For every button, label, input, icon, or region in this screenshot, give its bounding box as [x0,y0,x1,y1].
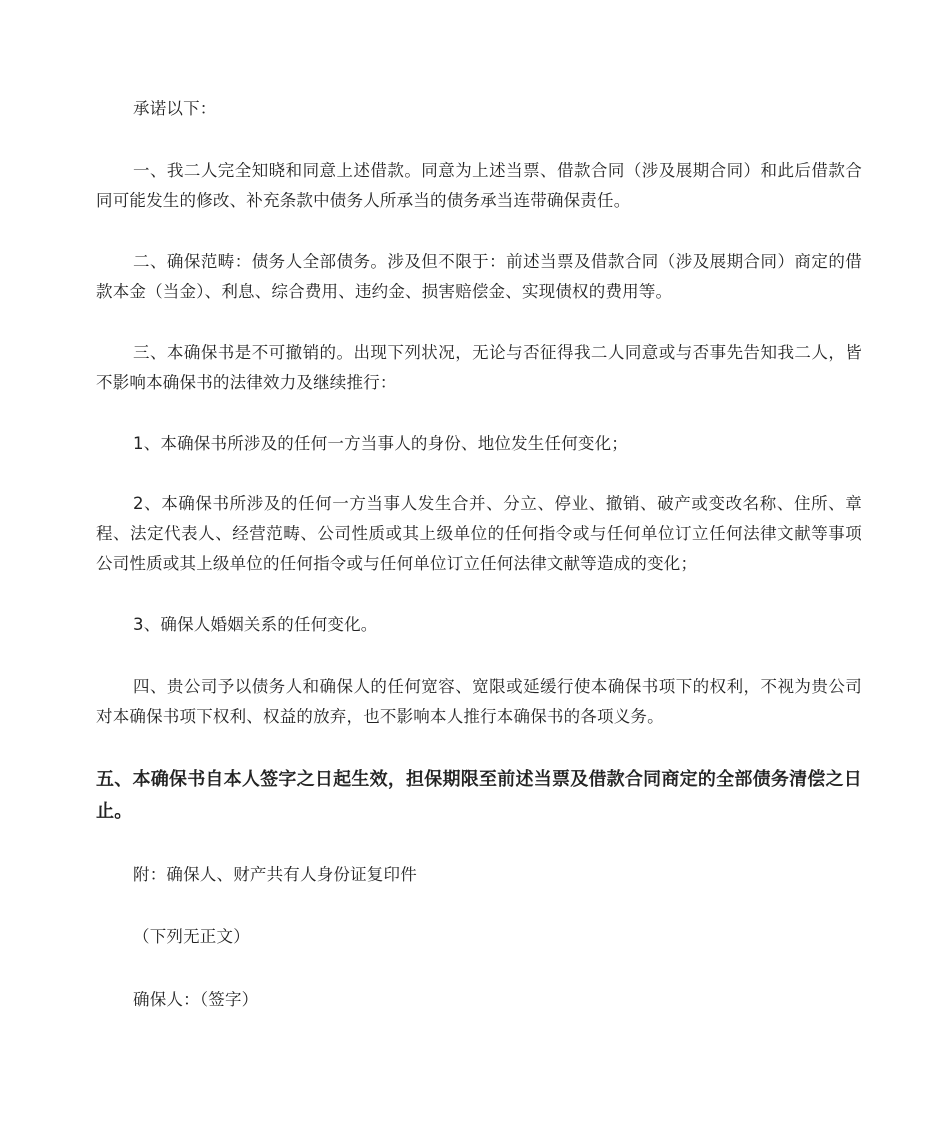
paragraph-item-1: 1、本确保书所涉及的任何一方当事人的身份、地位发生任何变化； [133,434,628,453]
paragraph-clause-4: 四、贵公司予以债务人和确保人的任何宽容、宽限或延缓行使本确保书项下的权利，不视为贵公司对本确保书项下权利、权益的放弃，也不影响本人推行本确保书的各项义务。 [96,677,862,726]
paragraph-no-text-below: （下列无正文） [133,927,250,946]
paragraph-clause-2: 二、确保范畴：债务人全部债务。涉及但不限于：前述当票及借款合同（涉及展期合同）商定的借款本金（当金）、利息、综合费用、违约金、损害赔偿金、实现债权的费用等。 [96,252,862,301]
paragraph-guarantor-signature: 确保人：（签字） [133,990,259,1009]
paragraph-clause-3: 三、本确保书是不可撤销的。出现下列状况，无论与否征得我二人同意或与否事先告知我二人，皆不影响本确保书的法律效力及继续推行： [96,343,862,392]
paragraph-clause-5-bold: 五、本确保书自本人签字之日起生效，担保期限至前述当票及借款合同商定的全部债务清偿之日止。 [96,769,862,822]
paragraph-intro: 承诺以下： [133,99,217,118]
paragraph-item-3: 3、确保人婚姻关系的任何变化。 [133,615,378,634]
paragraph-clause-1: 一、我二人完全知晓和同意上述借款。同意为上述当票、借款合同（涉及展期合同）和此后借款合同可能发生的修改、补充条款中债务人所承当的债务承当连带确保责任。 [96,161,862,210]
paragraph-attachment: 附：确保人、财产共有人身份证复印件 [133,865,417,884]
paragraph-item-2: 2、本确保书所涉及的任何一方当事人发生合并、分立、停业、撤销、破产或变改名称、住所、章程、法定代表人、经营范畴、公司性质或其上级单位的任何指令或与任何单位订立任何法律文献等事项公司性质或其上级单位的任何指令或与任何单位订立任何法律文献等造成的变化； [96,494,862,573]
